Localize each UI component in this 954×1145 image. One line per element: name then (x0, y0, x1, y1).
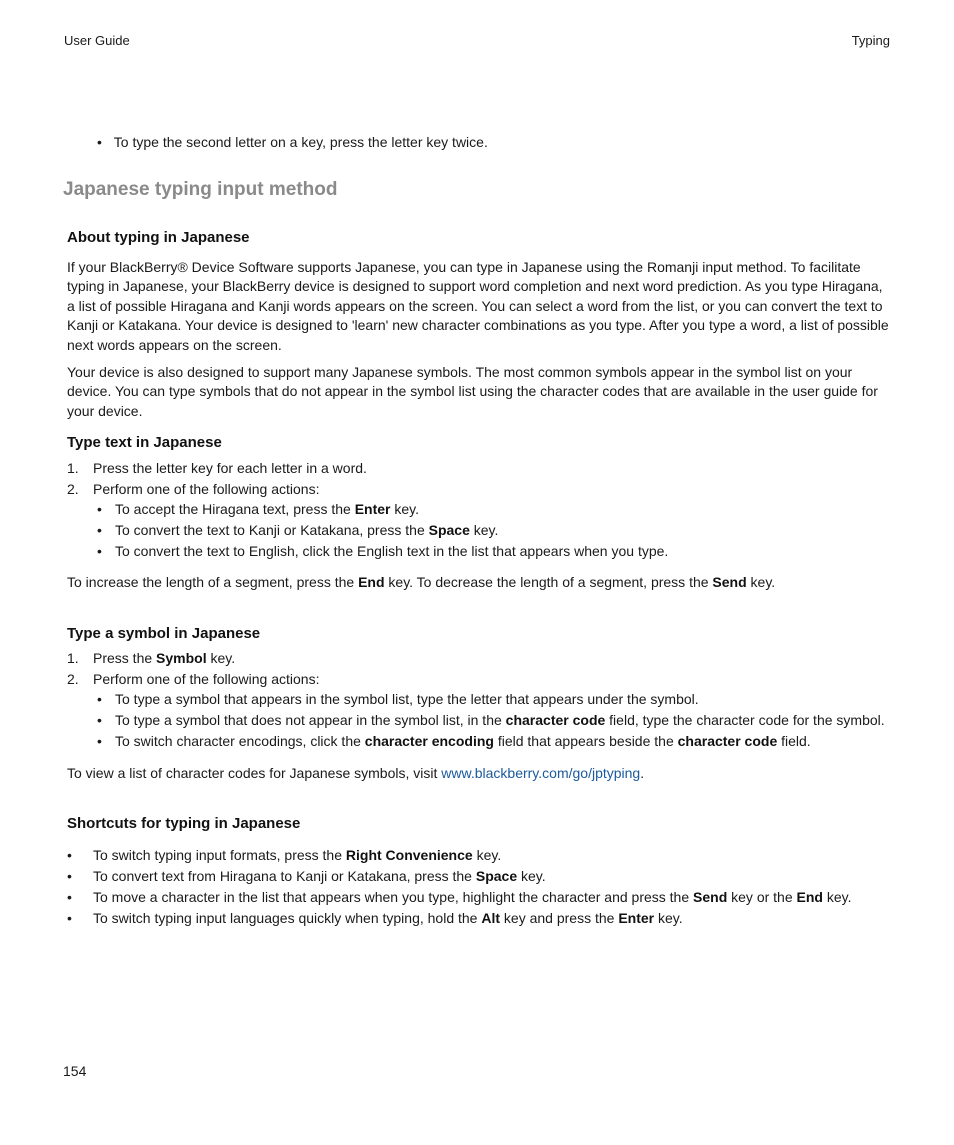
bullet: • (97, 542, 102, 559)
type-text-steps (67, 458, 893, 561)
field-name: character encoding (364, 732, 494, 749)
about-paragraph-2: Your device is also designed to support many Japanese symbols. The most common symbols appear in the symbol list on your device. You can type symbols that do not appear in the symbol list using the character codes that are available in the user guide for your device. (67, 364, 878, 419)
sub-bullet (67, 499, 893, 520)
bullet: • (97, 501, 102, 517)
sub-bullet-text: To convert the text to Kanji or Katakana, press the Space key. (115, 521, 499, 538)
bullet: • (67, 889, 72, 905)
sub-bullet (67, 710, 893, 731)
segment-note: To increase the length of a segment, press the End key. To decrease the length of a segment, press the Send key. (67, 574, 776, 590)
bullet: • (67, 868, 72, 884)
running-header-right: Typing (851, 33, 890, 48)
step-text: Press the letter key for each letter in a word. (93, 460, 367, 476)
key-name: Right Convenience (345, 847, 473, 863)
key-name: End (358, 574, 385, 590)
list-item-text: To switch typing input formats, press the Right Convenience key. (93, 847, 502, 863)
character-codes-note: To view a list of character codes for Japanese symbols, visit www.blackberry.com/go/jptyping. (67, 765, 645, 781)
list-item-text: To convert text from Hiragana to Kanji or Katakana, press the Space key. (93, 868, 546, 884)
list-item-text: To move a character in the list that appears when you type, highlight the character and press the Send key or the End key. (93, 889, 852, 905)
field-name: character code (505, 711, 606, 728)
sub-bullet-text: To accept the Hiragana text, press the Enter key. (115, 501, 420, 517)
running-header-left: User Guide (64, 33, 130, 48)
type-text-heading: Type text in Japanese (67, 434, 222, 451)
sub-bullet-text: To type a symbol that appears in the symbol list, type the letter that appears under the symbol. (115, 691, 699, 707)
key-name: Send (693, 889, 728, 905)
type-symbol-heading: Type a symbol in Japanese (67, 625, 261, 642)
sub-bullet (67, 689, 893, 710)
key-name: Space (428, 521, 470, 538)
list-item (97, 134, 488, 150)
about-paragraph-1: If your BlackBerry® Device Software supports Japanese, you can type in Japanese using the Romanji input method. To facilitate typing in Japanese, your BlackBerry device is designed to support word completion and next word prediction. As you type Hiragana, a list of possible Hiragana and Kanji words appears on the screen. You can select a word from the list, or you can convert the text to Kanji or Katakana. Your device is designed to 'learn' new character combinations as you type. After you type a word, a list of possible next words appears on the screen. (67, 259, 889, 353)
key-name: Enter (618, 910, 655, 926)
step-number: 2. (67, 670, 79, 687)
bullet: • (67, 910, 72, 926)
step-item (67, 669, 893, 690)
sub-bullet (67, 520, 893, 541)
list-item (67, 866, 893, 887)
bullet: • (97, 521, 102, 538)
list-item-text: To type the second letter on a key, press the letter key twice. (113, 134, 488, 150)
list-item (67, 845, 893, 866)
bullet: • (97, 732, 102, 749)
field-name: character code (677, 732, 778, 749)
sub-bullet (67, 731, 893, 752)
key-name: End (796, 889, 823, 905)
step-text: Perform one of the following actions: (93, 670, 320, 687)
sub-bullet (67, 541, 893, 562)
key-name: Space (475, 868, 518, 884)
bullet: • (97, 691, 102, 707)
step-number: 2. (67, 480, 79, 497)
type-symbol-steps (67, 648, 893, 751)
key-name: Send (712, 574, 747, 590)
key-name: Symbol (156, 650, 207, 666)
shortcuts-heading: Shortcuts for typing in Japanese (67, 815, 301, 832)
bullet: • (97, 134, 102, 150)
step-text: Press the Symbol key. (93, 650, 236, 666)
shortcuts-list (67, 845, 893, 929)
sub-bullet-text: To switch character encodings, click the character encoding field that appears beside the character code field. (115, 732, 811, 749)
jptyping-link[interactable]: www.blackberry.com/go/jptyping (441, 765, 641, 781)
step-item (67, 479, 893, 500)
list-item (67, 908, 893, 929)
step-text: Perform one of the following actions: (93, 480, 320, 497)
key-name: Enter (354, 501, 391, 517)
bullet: • (67, 847, 72, 863)
bullet: • (97, 711, 102, 728)
step-number: 1. (67, 460, 79, 476)
list-item-text: To switch typing input languages quickly when typing, hold the Alt key and press the Enter key. (93, 910, 683, 926)
list-item (67, 887, 893, 908)
sub-bullet-text: To type a symbol that does not appear in the symbol list, in the character code field, type the character code for the symbol. (115, 711, 885, 728)
about-heading: About typing in Japanese (67, 229, 250, 246)
key-name: Alt (481, 910, 501, 926)
step-number: 1. (67, 650, 79, 666)
page-number: 154 (63, 1063, 87, 1079)
step-item (67, 648, 893, 669)
section-title: Japanese typing input method (63, 179, 338, 200)
step-item (67, 458, 893, 479)
sub-bullet-text: To convert the text to English, click the English text in the list that appears when you type. (115, 542, 669, 559)
